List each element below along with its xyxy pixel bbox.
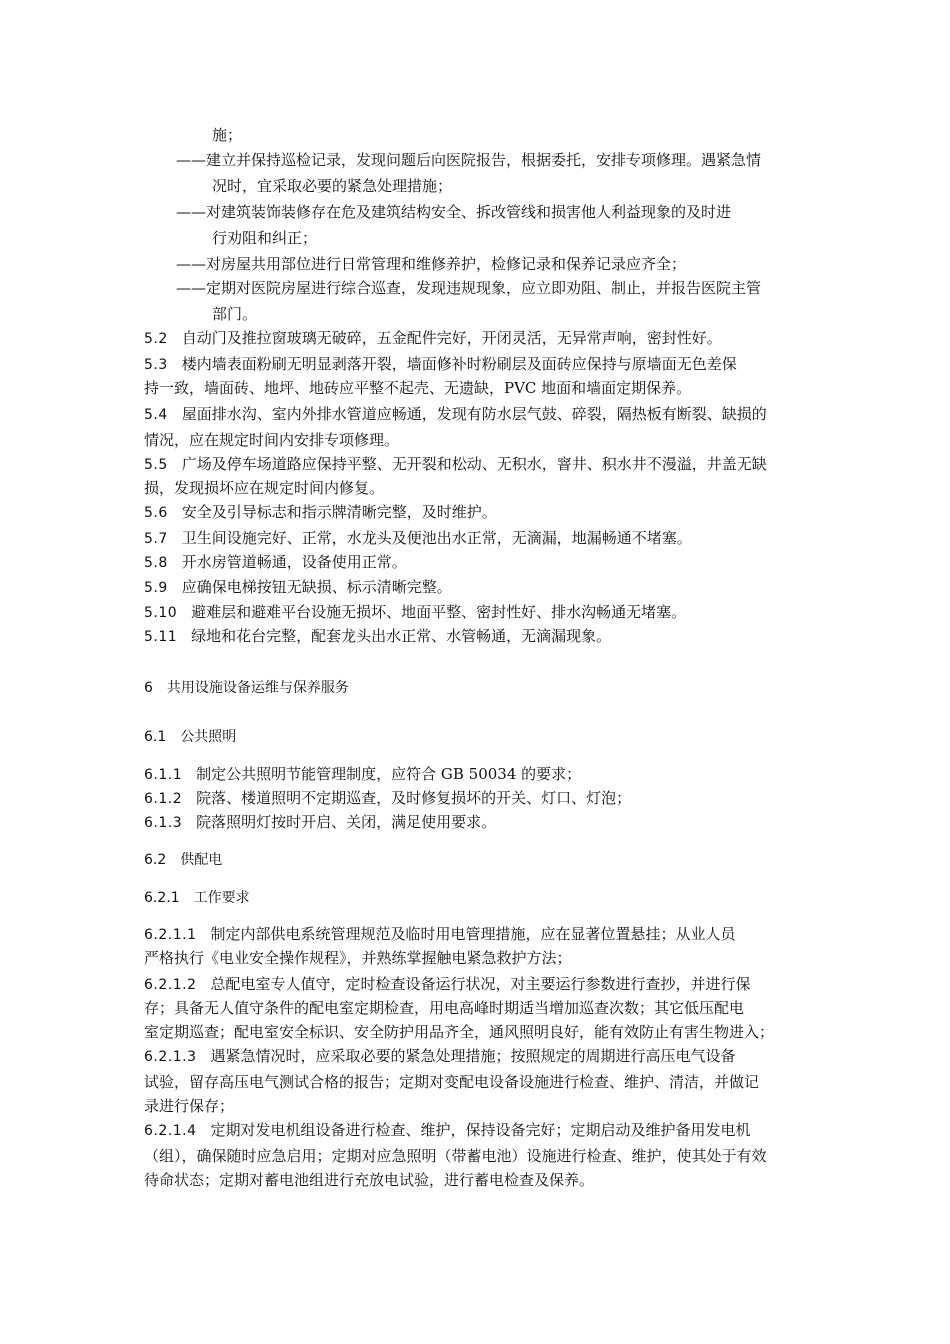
clause-number: 6.1.2: [144, 791, 183, 807]
clause-6-2-1-4-line-2: （组），确保随时应急启用；定期对应急照明（带蓄电池）设施进行检查、维护，使其处于有效: [144, 1147, 767, 1165]
clause-text: 卫生间设施完好、正常，水龙头及便池出水正常，无滴漏，地漏畅通不堵塞。: [181, 529, 692, 547]
clause-number: 5.5: [144, 457, 168, 473]
clause-6-2-1-2-line-2: 存；具备无人值守条件的配电室定期检查，用电高峰时期适当增加巡查次数；其它低压配电: [144, 999, 745, 1017]
clause-text: 总配电室专人值守，定时检查设备运行状况，对主要运行参数进行查抄，并进行保: [210, 975, 751, 993]
clause-6-2-1-3: [144, 1047, 736, 1066]
heading-6-2: [144, 851, 222, 869]
heading-6-2-1: [144, 889, 250, 907]
clause-6-2-1-3-line-2: 试验，留存高压电气测试合格的报告；定期对变配电设备设施进行检查、维护、清洁，并做记: [144, 1073, 760, 1091]
clause-text: 院落、楼道照明不定期巡查，及时修复损坏的开关、灯口、灯泡；: [196, 789, 632, 807]
section-title-text: 共用设施设备运维与保养服务: [166, 680, 349, 696]
heading-text: 工作要求: [193, 890, 250, 906]
clause-5-6: [144, 503, 497, 522]
clause-number: 6.2.1.1: [144, 927, 197, 943]
clause-5-2: [144, 329, 722, 348]
clause-5-5-line-2: 损，发现损坏应在规定时间内修复。: [144, 479, 385, 497]
clause-number: 5.6: [144, 505, 168, 521]
clause-text: 广场及停车场道路应保持平整、无开裂和松动、无积水，窨井、积水井不漫溢，井盖无缺: [181, 455, 767, 473]
clause-6-2-1-1-line-2: 严格执行《电业安全操作规程》，并熟练掌握触电紧急救护方法；: [144, 949, 572, 967]
clause-number: 5.7: [144, 531, 168, 547]
clause-number: 5.9: [144, 580, 168, 596]
clause-5-3-line-2: 持一致，墙面砖、地坪、地砖应平整不起壳、无遗缺，PVC 地面和墙面定期保养。: [144, 379, 692, 397]
clause-5-10: [144, 603, 686, 622]
clause-text: 制定内部供电系统管理规范及临时用电管理措施，应在显著位置悬挂；从业人员: [210, 925, 736, 943]
dash-item-1-line-2: 况时，宜采取必要的紧急处理措施；: [212, 177, 453, 195]
clause-6-1-1: [144, 765, 581, 784]
dash-item-2-line-1: ——对建筑装饰装修存在危及建筑结构安全、拆改管线和损害他人利益现象的及时进: [176, 203, 732, 221]
heading-text: 供配电: [180, 852, 223, 868]
clause-5-8: [144, 553, 407, 572]
clause-text: 楼内墙表面粉刷无明显剥落开裂，墙面修补时粉刷层及面砖应保持与原墙面无色差保: [181, 355, 737, 373]
clause-6-2-1-4: [144, 1121, 751, 1140]
clause-number: 5.10: [144, 605, 178, 621]
clause-5-4: [144, 405, 767, 424]
clause-text: 院落照明灯按时开启、关闭，满足使用要求。: [196, 813, 497, 831]
clause-text: 开水房管道畅通，设备使用正常。: [181, 553, 407, 571]
clause-text: 遇紧急情况时，应采取必要的紧急处理措施；按照规定的周期进行高压电气设备: [210, 1047, 736, 1065]
clause-number: 5.3: [144, 357, 168, 373]
clause-text: 屋面排水沟、室内外排水管道应畅通，发现有防水层气鼓、碎裂，隔热板有断裂、缺损的: [181, 405, 767, 423]
clause-text: 制定公共照明节能管理制度，应符合 GB 50034 的要求；: [196, 765, 582, 783]
dash-item-1-line-1: ——建立并保持巡检记录，发现问题后向医院报告，根据委托，安排专项修理。遇紧急情: [176, 151, 762, 169]
clause-5-5: [144, 455, 767, 474]
dash-item-4-line-2: 部门。: [212, 305, 258, 323]
clause-6-1-3: [144, 813, 496, 832]
dash-item-3-line-1: ——对房屋共用部位进行日常管理和维修养护，检修记录和保养记录应齐全；: [176, 255, 687, 273]
heading-number: 6.2: [144, 852, 167, 868]
section-6-title: [144, 679, 349, 697]
clause-number: 6.1.1: [144, 767, 183, 783]
heading-number: 6.1: [144, 729, 167, 745]
clause-number: 5.4: [144, 407, 168, 423]
heading-6-1: [144, 728, 236, 746]
clause-text: 避难层和避难平台设施无损坏、地面平整、密封性好、排水沟畅通无堵塞。: [191, 603, 687, 621]
clause-number: 5.8: [144, 555, 168, 571]
clause-text: 自动门及推拉窗玻璃无破碎，五金配件完好，开闭灵活，无异常声响，密封性好。: [181, 329, 722, 347]
heading-text: 公共照明: [180, 729, 237, 745]
clause-text: 应确保电梯按钮无缺损、标示清晰完整。: [181, 578, 452, 596]
clause-6-1-2: [144, 789, 631, 808]
clause-6-2-1-3-line-3: 录进行保存；: [144, 1097, 235, 1115]
clause-6-2-1-2: [144, 975, 751, 994]
heading-number: 6.2.1: [144, 890, 180, 906]
clause-6-2-1-1: [144, 925, 736, 944]
clause-5-7: [144, 529, 692, 548]
dash-item-4-line-1: ——定期对医院房屋进行综合巡查，发现违规现象，应立即劝阻、制止，并报告医院主管: [176, 279, 762, 297]
clause-5-11: [144, 627, 611, 646]
dash-item-2-line-2: 行劝阻和纠正；: [212, 229, 318, 247]
clause-6-2-1-4-line-3: 待命状态；定期对蓄电池组进行充放电试验，进行蓄电检查及保养。: [144, 1171, 595, 1189]
clause-text: 绿地和花台完整，配套龙头出水正常、水管畅通，无滴漏现象。: [191, 627, 612, 645]
clause-number: 6.2.1.3: [144, 1049, 197, 1065]
clause-5-4-line-2: 情况，应在规定时间内安排专项修理。: [144, 431, 400, 449]
clause-5-3: [144, 355, 737, 374]
clause-number: 5.11: [144, 629, 178, 645]
clause-number: 5.2: [144, 331, 168, 347]
clause-number: 6.2.1.4: [144, 1123, 197, 1139]
clause-text: 定期对发电机组设备进行检查、维护，保持设备完好；定期启动及维护备用发电机: [210, 1121, 751, 1139]
clause-6-2-1-2-line-3: 室定期巡查；配电室安全标识、安全防护用品齐全，通风照明良好，能有效防止有害生物进入；: [144, 1023, 775, 1041]
carry-over-text: 施；: [212, 126, 243, 144]
clause-number: 6.2.1.2: [144, 977, 197, 993]
clause-text: 安全及引导标志和指示牌清晰完整，及时维护。: [181, 503, 497, 521]
clause-5-9: [144, 578, 452, 597]
section-number: 6: [144, 680, 153, 696]
clause-number: 6.1.3: [144, 815, 183, 831]
